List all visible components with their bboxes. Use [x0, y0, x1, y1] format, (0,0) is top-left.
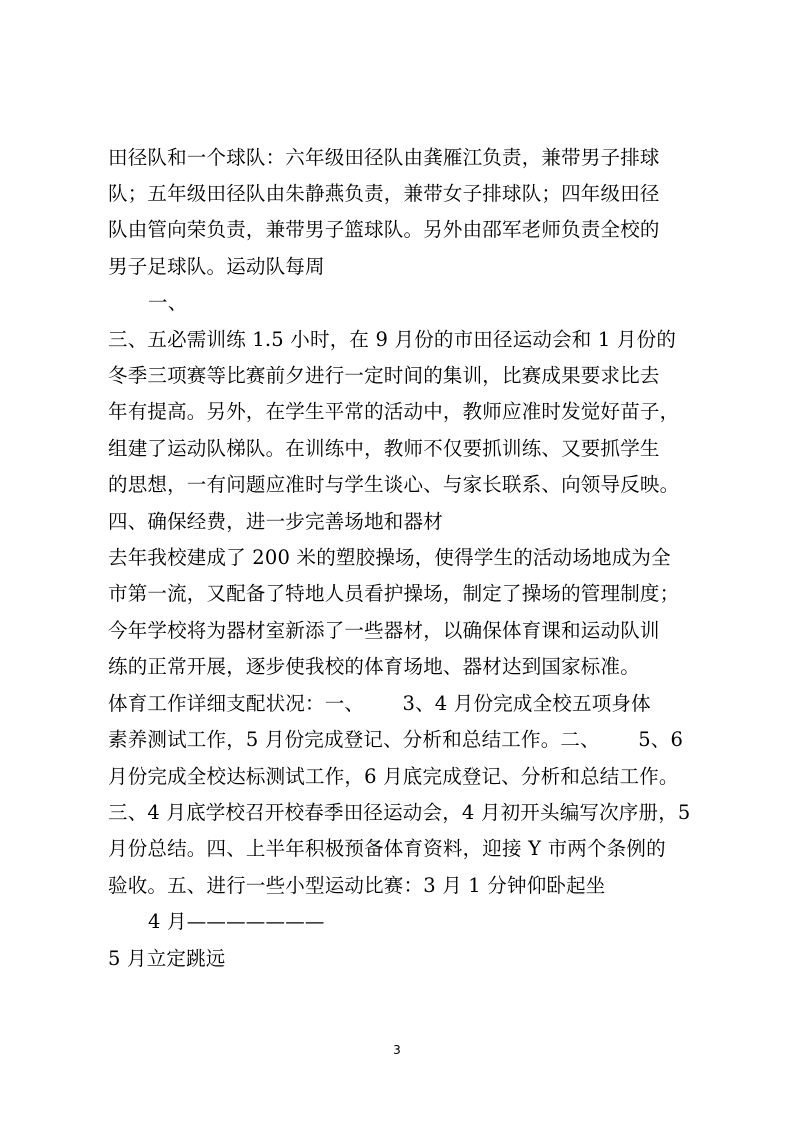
text-line: 市第一流，又配备了特地人员看护操场，制定了操场的管理制度；: [108, 582, 680, 605]
text-line: 冬季三项赛等比赛前夕进行一定时间的集训，比赛成果要求比去: [108, 364, 660, 387]
text-line: 的思想，一有问题应准时与学生谈心、与家长联系、向领导反映。: [108, 473, 680, 496]
text-line: 素养测试工作，5 月份完成登记、分析和总结工作。二、 5、6: [108, 728, 684, 751]
text-line: 三、五必需训练 1.5 小时，在 9 月份的市田径运动会和 1 月份的: [108, 328, 677, 351]
text-line: 队；五年级田径队由朱静燕负责，兼带女子排球队；四年级田径: [108, 182, 660, 205]
page-number: 3: [393, 1043, 401, 1057]
text-line: 练的正常开展，逐步使我校的体育场地、器材达到国家标准。: [108, 655, 640, 678]
text-line: 队由管向荣负责，兼带男子篮球队。另外由邵军老师负责全校的: [108, 218, 660, 241]
text-line: 月份总结。四、上半年积极预备体育资料，迎接 Y 市两个条例的: [108, 837, 666, 860]
section-heading: 四、确保经费，进一步完善场地和器材: [108, 510, 443, 533]
text-line: 组建了运动队梯队。在训练中，教师不仅要抓训练、又要抓学生: [108, 437, 660, 460]
text-line: 4 月———————: [148, 910, 325, 933]
text-line: 一、: [148, 291, 188, 314]
text-line: 三、4 月底学校召开校春季田径运动会，4 月初开头编写次序册，5: [108, 801, 691, 824]
text-line: 男子足球队。运动队每周: [108, 255, 325, 278]
text-line: 田径队和一个球队：六年级田径队由龚雁江负责，兼带男子排球: [108, 146, 660, 169]
text-line: 年有提高。另外，在学生平常的活动中，教师应准时发觉好苗子，: [108, 400, 680, 423]
text-line: 月份完成全校达标测试工作，6 月底完成登记、分析和总结工作。: [108, 765, 679, 788]
text-line: 验收。五、进行一些小型运动比赛：3 月 1 分钟仰卧起坐: [108, 874, 606, 897]
text-line: 去年我校建成了 200 米的塑胶操场，使得学生的活动场地成为全: [108, 546, 671, 569]
text-line: 5 月立定跳远: [108, 947, 226, 970]
text-line: 今年学校将为器材室新添了一些器材，以确保体育课和运动队训: [108, 619, 660, 642]
text-line: 体育工作详细支配状况：一、 3、4 月份完成全校五项身体: [108, 692, 651, 715]
